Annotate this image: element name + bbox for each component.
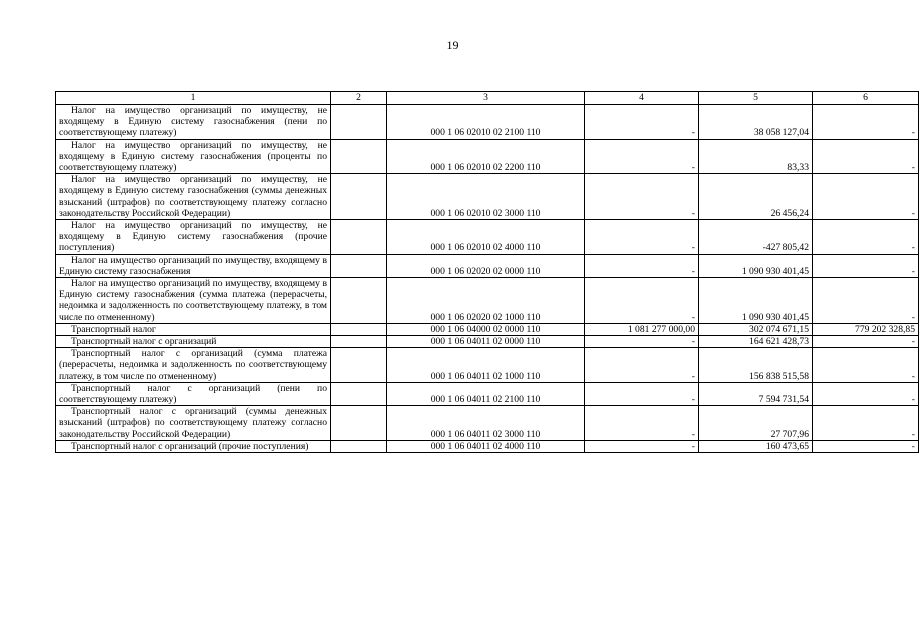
column-2-cell <box>331 254 387 277</box>
budget-code-cell: 000 1 06 02010 02 3000 110 <box>387 174 585 220</box>
column-5-value: -427 805,42 <box>699 220 813 255</box>
column-5-value: 7 594 731,54 <box>699 382 813 405</box>
row-name-cell: Налог на имущество организаций по имуществу, не входящему в Единую систему газоснабжения (пени по соответствующему платежу) <box>56 105 331 140</box>
page-number: 19 <box>446 38 459 52</box>
table-row <box>56 323 919 335</box>
column-5-value: 1 090 930 401,45 <box>699 278 813 324</box>
column-2-cell <box>331 105 387 140</box>
column-header: 4 <box>585 92 699 105</box>
column-4-value: - <box>585 174 699 220</box>
column-2-cell <box>331 220 387 255</box>
column-4-value: - <box>585 254 699 277</box>
column-header: 1 <box>56 92 331 105</box>
column-5-value: 302 074 671,15 <box>699 323 813 335</box>
column-5-value: 26 456,24 <box>699 174 813 220</box>
table-row <box>56 336 919 348</box>
column-6-value: - <box>813 382 919 405</box>
column-6-value: - <box>813 406 919 441</box>
column-5-value: 83,33 <box>699 139 813 174</box>
column-6-value: 779 202 328,85 <box>813 323 919 335</box>
budget-code-cell: 000 1 06 02020 02 1000 110 <box>387 278 585 324</box>
column-4-value: - <box>585 336 699 348</box>
budget-code-cell: 000 1 06 04011 02 2100 110 <box>387 382 585 405</box>
column-6-value: - <box>813 254 919 277</box>
row-name-cell: Налог на имущество организаций по имуществу, входящему в Единую систему газоснабжения <box>56 254 331 277</box>
table-row <box>56 254 919 277</box>
row-name-cell: Транспортный налог <box>56 323 331 335</box>
row-name-cell: Налог на имущество организаций по имуществу, не входящему в Единую систему газоснабжения (прочие поступления) <box>56 220 331 255</box>
column-6-value: - <box>813 105 919 140</box>
table-row <box>56 139 919 174</box>
row-name-cell: Налог на имущество организаций по имуществу, не входящему в Единую систему газоснабжения (проценты по соответствующему платежу) <box>56 139 331 174</box>
column-6-value: - <box>813 440 919 452</box>
column-6-value: - <box>813 174 919 220</box>
column-5-value: 38 058 127,04 <box>699 105 813 140</box>
row-name-cell: Транспортный налог с организаций (прочие поступления) <box>56 440 331 452</box>
column-6-value: - <box>813 278 919 324</box>
row-name-cell: Налог на имущество организаций по имуществу, не входящему в Единую систему газоснабжения (суммы денежных взысканий (штрафов) по соответствующему платежу согласно законодательству Российской Федерации) <box>56 174 331 220</box>
budget-code-cell: 000 1 06 02010 02 4000 110 <box>387 220 585 255</box>
row-name-cell: Транспортный налог с организаций (сумма платежа (перерасчеты, недоимка и задолженность по соответствующему платежу, в том числе по отмененному) <box>56 348 331 383</box>
column-6-value: - <box>813 139 919 174</box>
budget-code-cell: 000 1 06 02010 02 2200 110 <box>387 139 585 174</box>
budget-table <box>55 91 919 453</box>
column-header: 3 <box>387 92 585 105</box>
column-5-value: 27 707,96 <box>699 406 813 441</box>
budget-code-cell: 000 1 06 04011 02 3000 110 <box>387 406 585 441</box>
column-number-row <box>56 92 919 105</box>
table-row <box>56 406 919 441</box>
budget-code-cell: 000 1 06 04011 02 0000 110 <box>387 336 585 348</box>
column-4-value: - <box>585 139 699 174</box>
column-5-value: 156 838 515,58 <box>699 348 813 383</box>
column-4-value: 1 081 277 000,00 <box>585 323 699 335</box>
column-6-value: - <box>813 220 919 255</box>
column-header: 2 <box>331 92 387 105</box>
column-4-value: - <box>585 278 699 324</box>
row-name-cell: Налог на имущество организаций по имуществу, входящему в Единую систему газоснабжения (сумма платежа (перерасчеты, недоимка и задолженность по соответствующему платежу, в том числе по отмененному) <box>56 278 331 324</box>
table-row <box>56 382 919 405</box>
table-row <box>56 174 919 220</box>
column-2-cell <box>331 278 387 324</box>
column-2-cell <box>331 406 387 441</box>
table-row <box>56 348 919 383</box>
column-2-cell <box>331 440 387 452</box>
column-2-cell <box>331 336 387 348</box>
column-2-cell <box>331 323 387 335</box>
row-name-cell: Транспортный налог с организаций (пени по соответствующему платежу) <box>56 382 331 405</box>
column-5-value: 1 090 930 401,45 <box>699 254 813 277</box>
table-row <box>56 220 919 255</box>
column-2-cell <box>331 174 387 220</box>
column-2-cell <box>331 348 387 383</box>
column-4-value: - <box>585 440 699 452</box>
column-4-value: - <box>585 348 699 383</box>
column-5-value: 164 621 428,73 <box>699 336 813 348</box>
column-header: 5 <box>699 92 813 105</box>
budget-code-cell: 000 1 06 02010 02 2100 110 <box>387 105 585 140</box>
table-row <box>56 278 919 324</box>
column-4-value: - <box>585 220 699 255</box>
column-5-value: 160 473,65 <box>699 440 813 452</box>
column-header: 6 <box>813 92 919 105</box>
budget-code-cell: 000 1 06 02020 02 0000 110 <box>387 254 585 277</box>
column-2-cell <box>331 139 387 174</box>
row-name-cell: Транспортный налог с организаций (суммы денежных взысканий (штрафов) по соответствующему платежу согласно законодательству Российской Федерации) <box>56 406 331 441</box>
budget-code-cell: 000 1 06 04011 02 4000 110 <box>387 440 585 452</box>
column-4-value: - <box>585 382 699 405</box>
budget-code-cell: 000 1 06 04000 02 0000 110 <box>387 323 585 335</box>
column-2-cell <box>331 382 387 405</box>
column-4-value: - <box>585 105 699 140</box>
column-4-value: - <box>585 406 699 441</box>
column-6-value: - <box>813 336 919 348</box>
table-row <box>56 105 919 140</box>
column-6-value: - <box>813 348 919 383</box>
budget-code-cell: 000 1 06 04011 02 1000 110 <box>387 348 585 383</box>
table-row <box>56 440 919 452</box>
row-name-cell: Транспортный налог с организаций <box>56 336 331 348</box>
